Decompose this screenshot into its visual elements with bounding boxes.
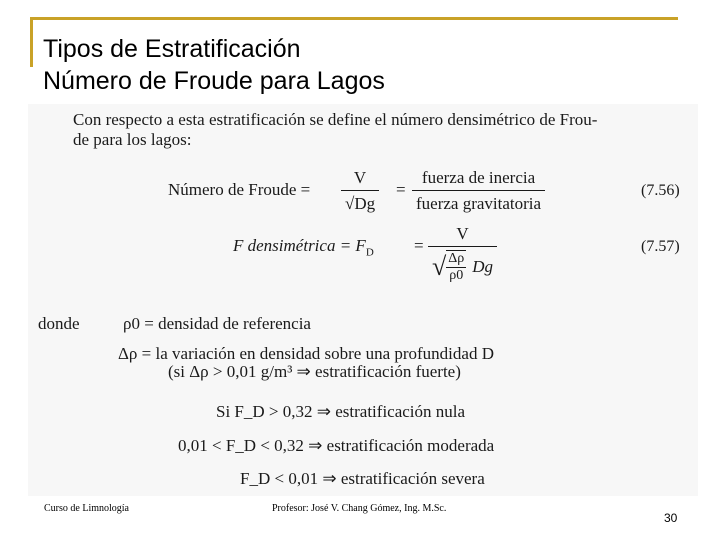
eq1-rhs-fraction [412, 168, 545, 214]
eq2-root: √ [432, 252, 447, 281]
definition-delta-rho-note: (si Δρ > 0,01 g/m³ ⇒ estratificación fuerte) [168, 362, 461, 381]
eq1-numerator: V [353, 168, 367, 187]
eq1-rhs-numerator: fuerza de inercia [421, 168, 536, 187]
definition-rho0: ρ0 = densidad de referencia [123, 314, 311, 333]
title-line-1: Tipos de Estratificación [43, 35, 301, 63]
eq2-inner-den: ρ0 [449, 268, 464, 283]
donde-label: donde [38, 314, 80, 333]
accent-bar-horizontal [30, 17, 678, 20]
footer-course: Curso de Limnología [44, 503, 129, 514]
eq2-denominator [428, 246, 497, 284]
eq2-inner-num: Δρ [448, 251, 465, 266]
condition-nula: Si F_D > 0,32 ⇒ estratificación nula [216, 402, 466, 421]
eq2-equals: = [414, 236, 424, 255]
title-line-2: Número de Froude para Lagos [43, 67, 385, 95]
eq2-numerator: V [456, 224, 469, 243]
eq1-label: Número de Froude = [168, 180, 311, 199]
eq1-denominator: √Dg [341, 190, 379, 214]
intro-line-2: de para los lagos: [73, 130, 192, 149]
footer-professor: Profesor: José V. Chang Gómez, Ing. M.Sc. [272, 503, 447, 514]
eq2-fraction [428, 224, 497, 284]
accent-bar-vertical [30, 17, 33, 67]
eq2-inner-fraction [446, 250, 466, 284]
slide-title [43, 33, 385, 97]
eq2-label-text: F densimétrica = F [233, 236, 366, 255]
eq1-fraction [341, 168, 379, 214]
scanned-text-image [28, 104, 698, 496]
condition-severa: F_D < 0,01 ⇒ estratificación severa [240, 469, 485, 488]
eq1-equals: = [396, 180, 406, 199]
eq2-number: (7.57) [641, 238, 680, 255]
condition-moderada: 0,01 < F_D < 0,32 ⇒ estratificación moderada [178, 436, 495, 455]
page-number: 30 [664, 511, 678, 525]
eq1-number: (7.56) [641, 182, 680, 199]
definition-delta-rho: Δρ = la variación en densidad sobre una profundidad D [118, 344, 494, 363]
eq2-label-sub: D [365, 246, 374, 259]
eq1-rhs-denominator: fuerza gravitatoria [412, 190, 545, 214]
eq2-den-tail: Dg [472, 257, 494, 276]
eq2-label [233, 236, 374, 262]
intro-line-1: Con respecto a esta estratificación se define el número densimétrico de Frou- [73, 110, 598, 129]
